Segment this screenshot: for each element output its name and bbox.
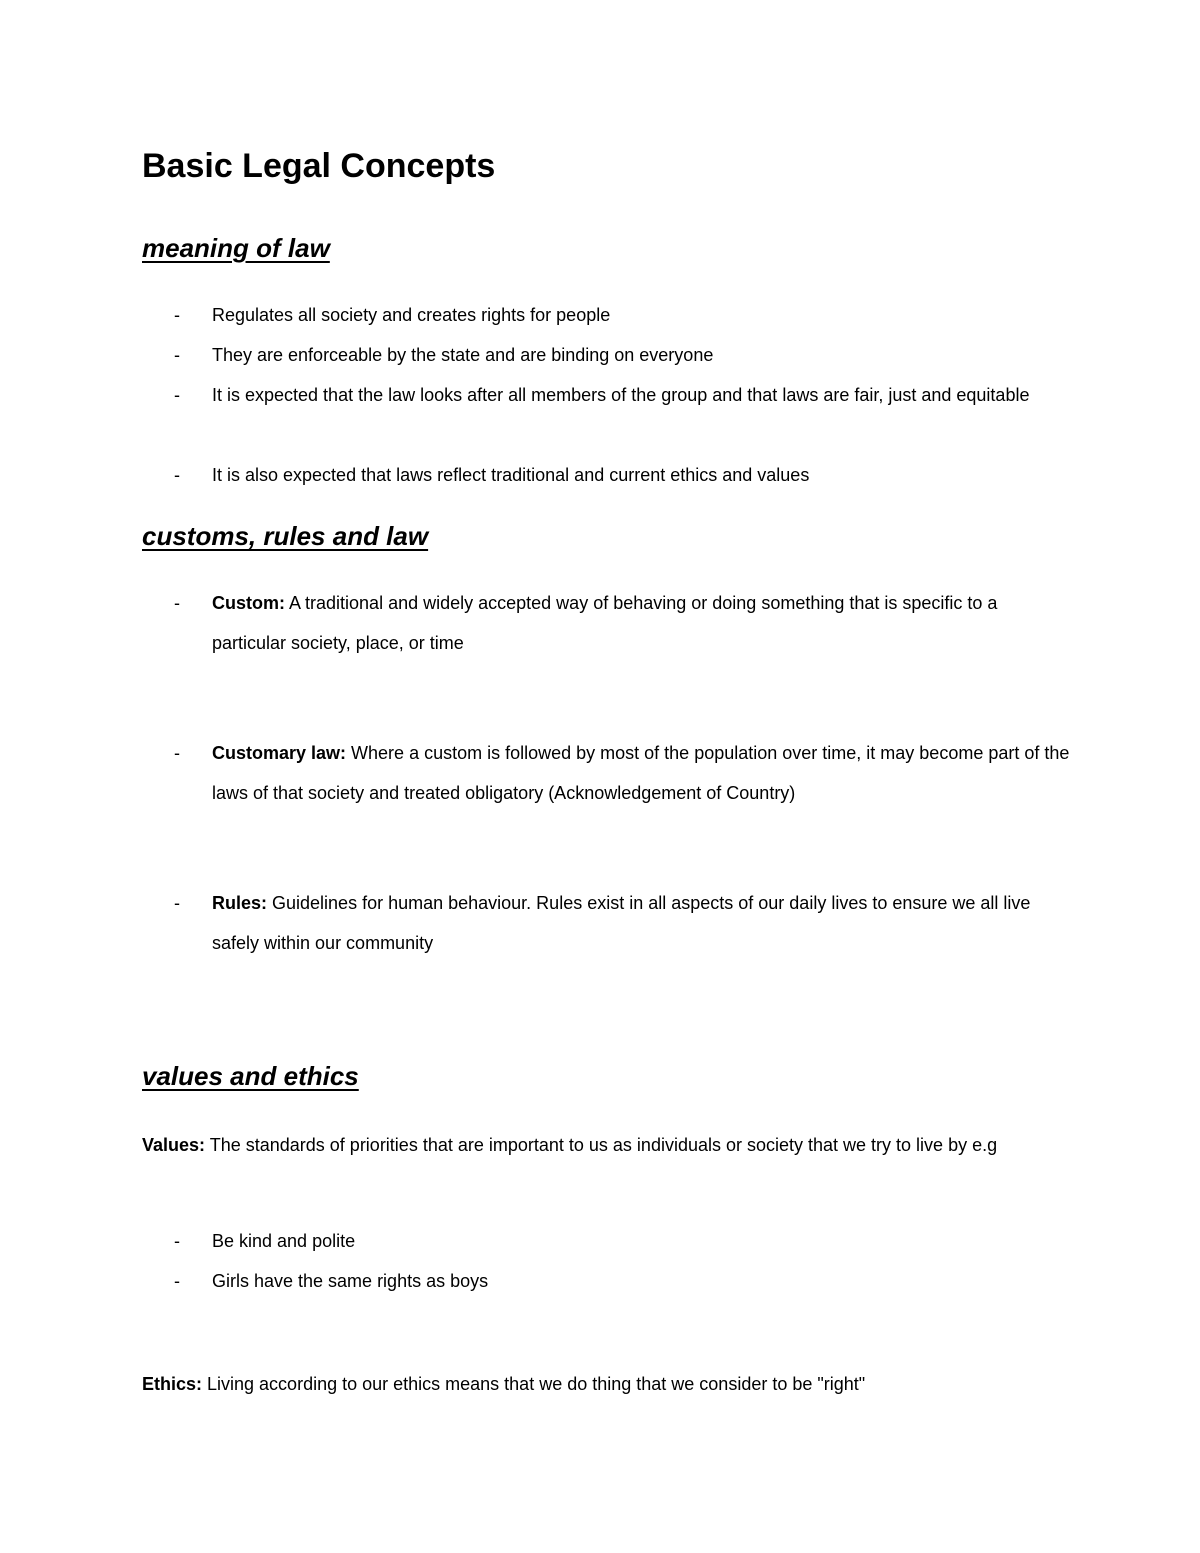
list-item-text xyxy=(212,583,1074,663)
bullet-dash: - xyxy=(174,593,180,613)
list-item-text: Regulates all society and creates rights for people xyxy=(212,305,611,325)
bullet-dash: - xyxy=(174,743,180,763)
list-item xyxy=(174,1261,1074,1301)
list-item xyxy=(174,583,1074,663)
term-custom: Custom: xyxy=(212,593,285,613)
list-item-text: It is also expected that laws reflect traditional and current ethics and values xyxy=(212,465,810,485)
list-item-text xyxy=(212,733,1074,813)
document-title: Basic Legal Concepts xyxy=(142,147,496,185)
term-values: Values: xyxy=(142,1135,206,1155)
term-customary-law: Customary law: xyxy=(212,743,347,763)
bullet-dash: - xyxy=(174,305,180,325)
list-item xyxy=(174,883,1074,963)
list-item xyxy=(174,1221,1074,1261)
list-item-text: It is expected that the law looks after all members of the group and that laws are fair, just and equitable xyxy=(212,385,1030,405)
bullet-dash: - xyxy=(174,385,180,405)
list-item-text: They are enforceable by the state and are binding on everyone xyxy=(212,345,714,365)
list-item xyxy=(174,335,1074,375)
term-ethics: Ethics: xyxy=(142,1374,203,1394)
definition-ethics: Living according to our ethics means that we do thing that we consider to be "right" xyxy=(202,1374,866,1394)
list-item xyxy=(174,455,1074,495)
list-item xyxy=(174,375,1074,415)
bullet-dash: - xyxy=(174,1271,180,1291)
section-heading-customs-rules-law: customs, rules and law xyxy=(142,521,429,551)
list-item-text: Girls have the same rights as boys xyxy=(212,1271,489,1291)
term-rules: Rules: xyxy=(212,893,268,913)
section-heading-meaning-of-law: meaning of law xyxy=(142,233,330,263)
values-paragraph xyxy=(142,1124,1062,1166)
definition-custom: A traditional and widely accepted way of behaving or doing something that is specific to a particular society, place, or time xyxy=(212,593,998,653)
bullet-dash: - xyxy=(174,345,180,365)
ethics-paragraph xyxy=(142,1363,1062,1405)
list-item xyxy=(174,295,1074,335)
definition-rules: Guidelines for human behaviour. Rules exist in all aspects of our daily lives to ensure we all live safely within our community xyxy=(212,893,1031,953)
list-item xyxy=(174,733,1074,813)
definition-customary-law: Where a custom is followed by most of the population over time, it may become part of the laws of that society and treated obligatory (Acknowledgement of Country) xyxy=(212,743,1070,803)
list-item-text: Be kind and polite xyxy=(212,1231,356,1251)
list-item-text xyxy=(212,883,1074,963)
definition-values: The standards of priorities that are important to us as individuals or society that we try to live by e.g xyxy=(205,1135,998,1155)
bullet-dash: - xyxy=(174,893,180,913)
section-heading-values-ethics: values and ethics xyxy=(142,1061,359,1091)
bullet-dash: - xyxy=(174,1231,180,1251)
bullet-dash: - xyxy=(174,465,180,485)
